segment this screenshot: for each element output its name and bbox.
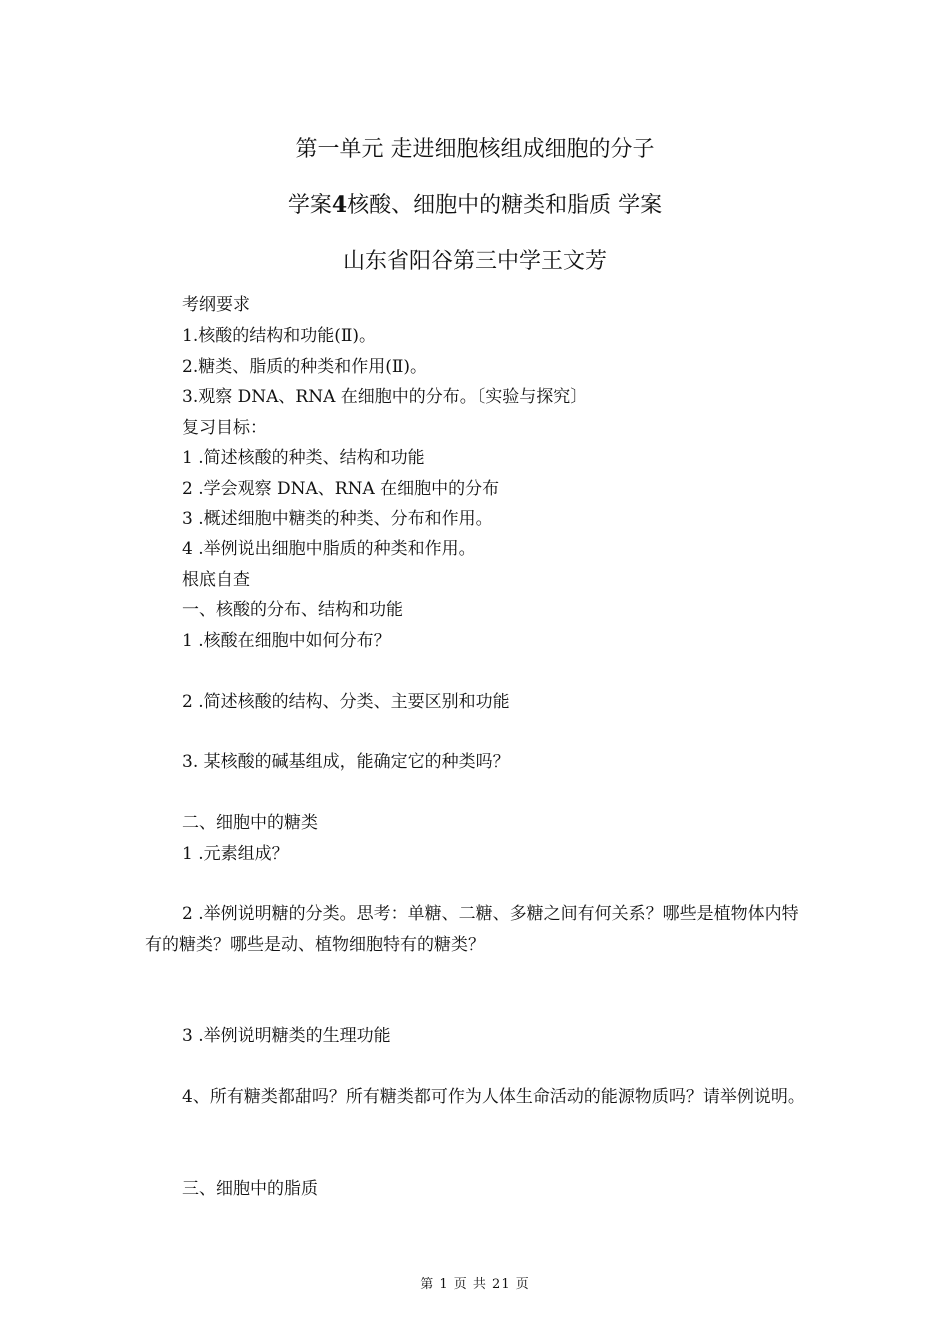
syllabus-item: 3.观察 DNA、RNA 在细胞中的分布。〔实验与探究〕 — [182, 387, 588, 407]
unit-title: 第一单元 走进细胞核组成细胞的分子 — [295, 137, 655, 162]
question: 2 .简述核酸的结构、分类、主要区别和功能 — [182, 692, 510, 712]
syllabus-item: 2.糖类、脂质的种类和作用(Ⅱ)。 — [182, 357, 428, 377]
lesson-number: 4 — [331, 192, 348, 218]
author-line: 山东省阳谷第三中学王文芳 — [342, 249, 607, 274]
syllabus-item: 1.核酸的结构和功能(Ⅱ)。 — [182, 326, 377, 346]
lesson-title-prefix: 学案 — [287, 193, 332, 218]
section-heading: 一、核酸的分布、结构和功能 — [182, 600, 403, 620]
section-heading: 二、细胞中的糖类 — [182, 813, 318, 833]
goal-item: 2 .学会观察 DNA、RNA 在细胞中的分布 — [182, 479, 500, 499]
goal-item: 1 .简述核酸的种类、结构和功能 — [182, 448, 425, 468]
goals-heading: 复习目标： — [182, 418, 267, 438]
goal-item: 4 .举例说出细胞中脂质的种类和作用。 — [182, 539, 476, 559]
page-footer: 第 1 页 共 21 页 — [420, 1277, 530, 1292]
question: 1 .核酸在细胞中如何分布？ — [182, 631, 391, 651]
goal-item: 3 .概述细胞中糖类的种类、分布和作用。 — [182, 509, 493, 529]
question-paragraph: 4、所有糖类都甜吗？所有糖类都可作为人体生命活动的能源物质吗？请举例说明。 — [182, 1087, 805, 1107]
lesson-title — [0, 191, 950, 220]
section-heading: 三、细胞中的脂质 — [182, 1179, 318, 1199]
lesson-title-suffix: 核酸、细胞中的糖类和脂质 学案 — [347, 193, 663, 218]
question: 3. 某核酸的碱基组成，能确定它的种类吗？ — [182, 752, 510, 772]
question: 1 .元素组成？ — [182, 844, 289, 864]
syllabus-heading: 考纲要求 — [182, 295, 250, 315]
question: 3 .举例说明糖类的生理功能 — [182, 1026, 391, 1046]
question-paragraph: 2 .举例说明糖的分类。思考：单糖、二糖、多糖之间有何关系？哪些是植物体内特有的糖类？哪些是动、植物细胞特有的糖类？ — [145, 904, 799, 955]
selfcheck-heading: 根底自查 — [182, 570, 250, 590]
